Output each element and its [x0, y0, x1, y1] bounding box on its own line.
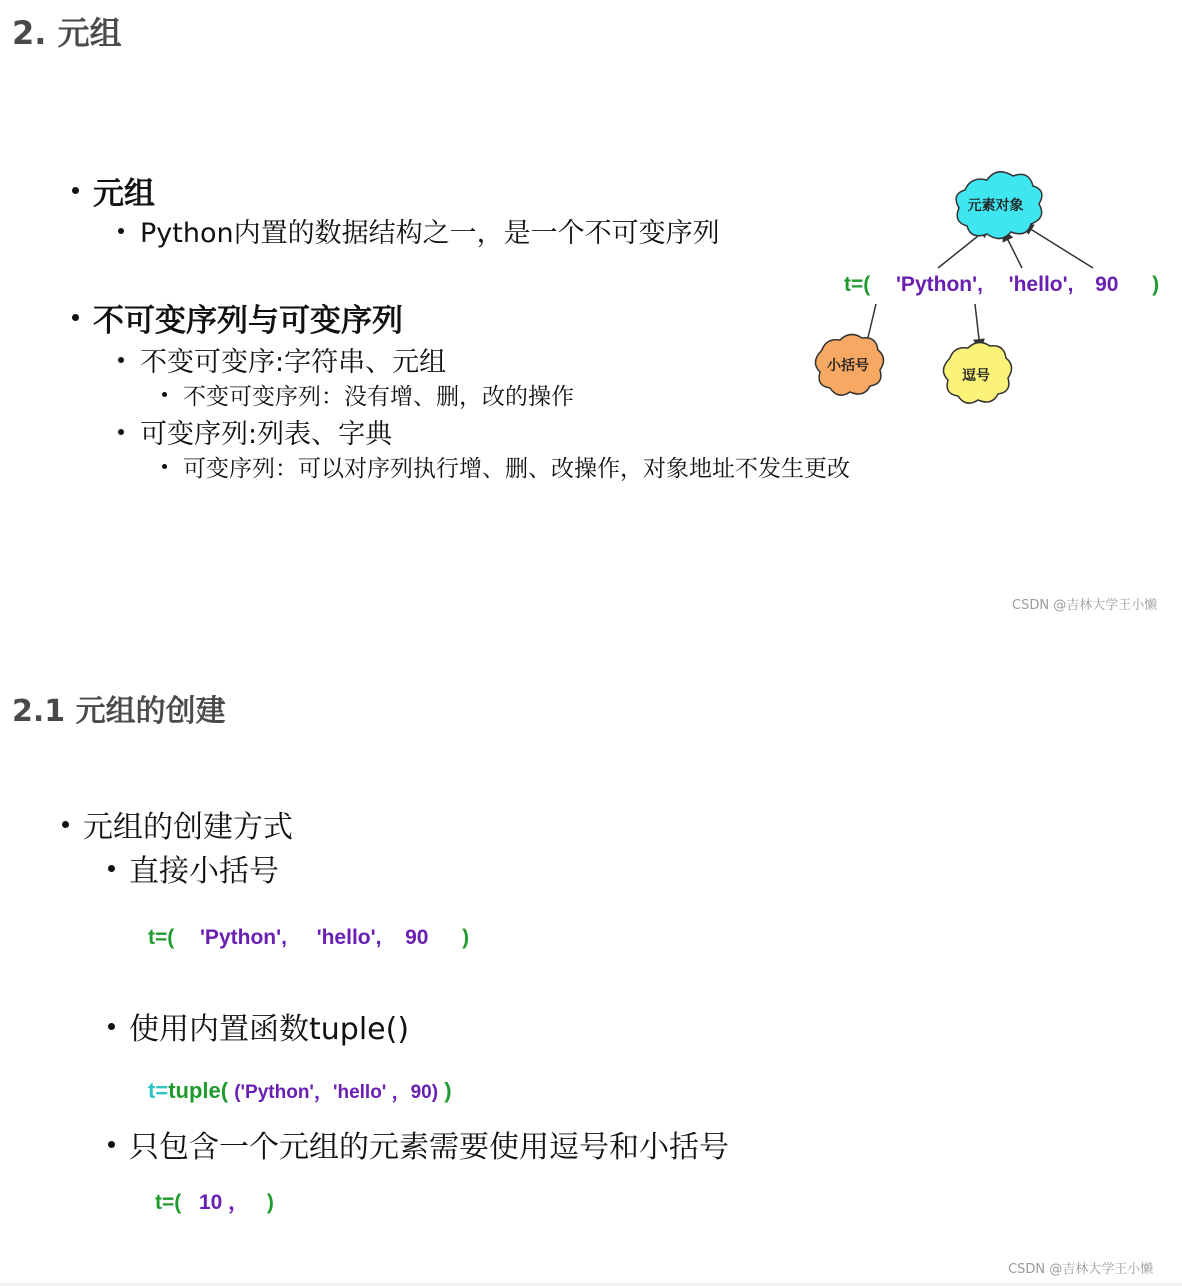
bullet-mutable — [118, 412, 392, 451]
watermark: CSDN @吉林大学王小懒 — [1008, 1262, 1154, 1277]
cloud-label-comma: 逗号 — [962, 368, 990, 384]
code-suffix: ) — [1152, 273, 1160, 296]
method-parentheses — [108, 846, 279, 890]
bullet-immutable — [118, 340, 446, 379]
code-item-90: 90 — [1095, 273, 1119, 296]
code-item-10: 10 ， — [198, 1191, 250, 1214]
bullet-label: 直接小括号 — [129, 854, 279, 889]
bullet-mutability — [72, 295, 403, 340]
bullet-dot — [162, 392, 167, 397]
bullet-immutable-desc — [162, 378, 574, 411]
cloud-label-element-object: 元素对象 — [967, 198, 1024, 214]
code-suffix: ) — [266, 1191, 274, 1214]
section-title: 2. 元组 — [12, 14, 122, 52]
code-item-90: 90 — [405, 926, 429, 949]
bullet-dot — [108, 865, 115, 872]
bullet-dot — [118, 228, 124, 234]
bullet-dot — [118, 357, 124, 363]
code-example-tuple — [148, 1077, 452, 1104]
bullet-label: 不变可变序列：没有增、删，改的操作 — [183, 384, 574, 410]
code-assign: t= — [148, 1078, 169, 1103]
bullet-mutable-desc — [162, 450, 850, 483]
bullet-tuple-desc — [118, 211, 720, 250]
code-item-hello: 'hello', — [1008, 273, 1074, 296]
code-suffix: ) — [444, 1078, 452, 1103]
bullet-label: 可变序列:列表、字典 — [140, 419, 393, 450]
bullet-label: 元组 — [93, 176, 155, 212]
bullet-label: 可变序列：可以对序列执行增、删、改操作，对象地址不发生更改 — [183, 456, 850, 482]
bullet-dot — [72, 187, 79, 194]
code-item-python: 'Python', — [895, 273, 983, 296]
bullet-label: 元组的创建方式 — [83, 810, 293, 845]
method-single-element — [108, 1122, 729, 1166]
bullet-dot — [108, 1141, 115, 1148]
code-args: ('Python'，'hello' ，90) — [234, 1082, 439, 1103]
bullet-tuple — [72, 168, 155, 213]
code-example-single — [155, 1186, 274, 1216]
bullet-dot — [62, 821, 69, 828]
bullet-label: 不可变序列与可变序列 — [93, 303, 403, 339]
bullet-label: 使用内置函数tuple() — [129, 1012, 410, 1047]
bullet-dot — [162, 464, 167, 469]
code-item-python: 'Python', — [199, 926, 287, 949]
cloud-label-parentheses: 小括号 — [827, 358, 869, 374]
code-item-hello: 'hello', — [316, 926, 382, 949]
code-prefix: t=( — [148, 926, 175, 949]
code-func: tuple( — [168, 1078, 229, 1103]
bullet-label: Python内置的数据结构之一，是一个不可变序列 — [140, 218, 720, 249]
bullet-label: 不变可变序:字符串、元组 — [140, 347, 447, 378]
method-tuple-function — [108, 1004, 409, 1048]
code-prefix: t=( — [155, 1191, 182, 1214]
bullet-dot — [108, 1023, 115, 1030]
code-suffix: ) — [462, 926, 470, 949]
diagram-code — [844, 273, 1159, 297]
bullet-creation-methods — [62, 802, 293, 846]
watermark: CSDN @吉林大学王小懒 — [1012, 598, 1158, 613]
code-example-parentheses — [148, 926, 469, 950]
subsection-title: 2.1 元组的创建 — [12, 694, 226, 729]
bullet-label: 只包含一个元组的元素需要使用逗号和小括号 — [129, 1130, 729, 1165]
bullet-dot — [72, 314, 79, 321]
bullet-dot — [118, 429, 124, 435]
code-prefix: t=( — [844, 273, 871, 296]
tuple-diagram — [800, 170, 1170, 410]
